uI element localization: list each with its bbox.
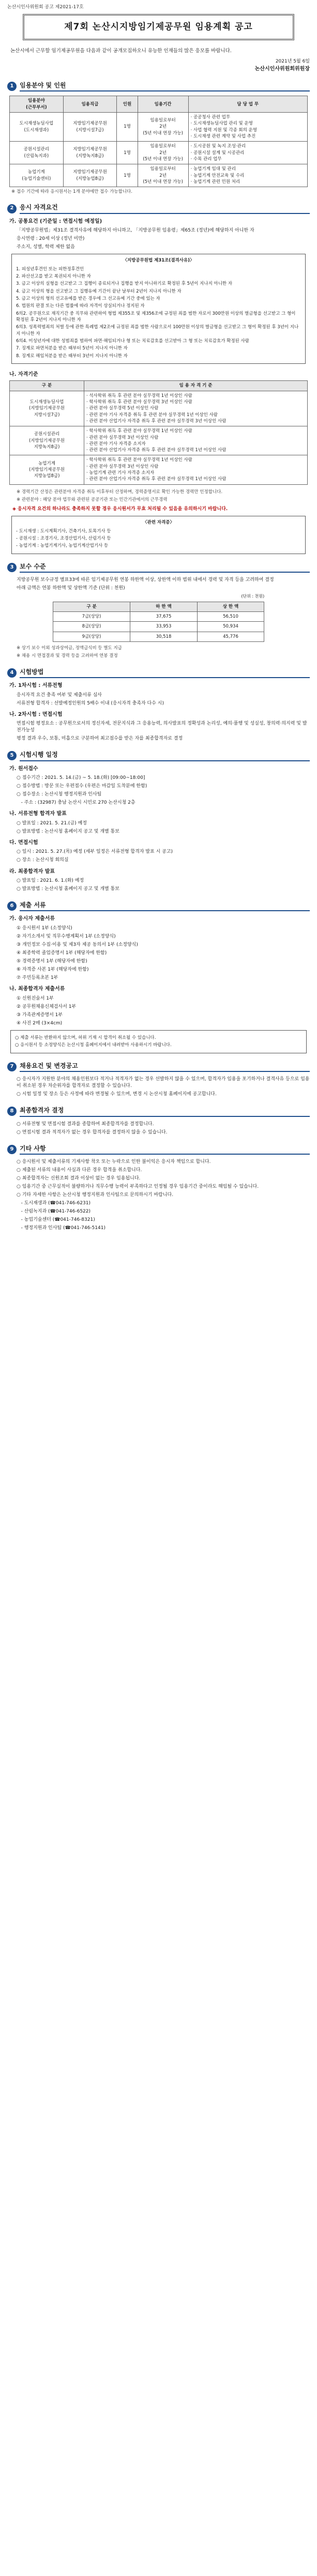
salary-desc-1: 지방공무원 보수규정 별표33에 따른 임기제공무원 연봉 하한액 이상, 상한액 이하 범위 내에서 경력 및 자격 등을 고려하여 결정 [17,577,274,583]
cell-category: 도시재생뉴딜사업 (지방임기제공무원 지방시설7급) [10,391,84,426]
duty-item: · 농업기계 관련 민원 처리 [190,179,240,185]
duty-item: · 도시공원 및 녹지 조성·관리 [190,144,246,149]
salary-note-2: ※ 채용 시 면접결과 및 경력 등을 고려하여 연봉 결정 [17,653,118,659]
other-note-item: - 농업기술센터 (☎041-746-8321) [17,1217,95,1223]
title-box [23,14,294,40]
criteria-item: · 관련 분야 실무경력 3년 이상인 사람 [86,435,159,440]
qualification-warning: ◈ 응시자격 요건의 하나라도 충족하지 못할 경우 응시원서가 무효 처리될 수 있음을 유의하시기 바랍니다. [12,507,228,512]
section-title: 시험방법 [20,668,310,678]
page-title: 제7회 논산시지방임기제공무원 임용계획 공고 [64,22,253,33]
th-category: 구 분 [10,381,84,391]
section-6-heading [7,901,310,911]
section-7-heading [7,1062,310,1072]
other-note-item: - 산림녹지과 (☎041-746-6522) [17,1209,91,1215]
section-1-heading [7,81,310,91]
schedule-doc-list [7,820,310,835]
table-row [53,632,264,641]
cert-box-title: 〈관련 자격증〉 [142,520,174,526]
criteria-item: · 학사학위 취득 후 관련 분야 실무경력 1년 이상인 사람 [86,428,192,434]
table-row [53,622,264,632]
docs-notice-item: ○ 제출 서류는 반환하지 않으며, 허위 기재 시 합격이 취소될 수 있습니다. [15,1035,156,1040]
schedule-item: ○ 발표방법 : 논산시청 홈페이지 공고 및 개별 통보 [17,886,119,892]
section-title: 보수 수준 [20,562,310,573]
cell-count: 1명 [117,164,138,187]
other-note-item: ○ 최종합격자는 신원조회 결과 이상이 없는 경우 임용됩니다. [17,1176,141,1182]
section-number: 9 [7,1145,17,1154]
criteria-item: · 학사학위 취득 후 관련 분야 실무경력 1년 이상인 사람 [86,457,192,463]
duty-item: · 수목 관리 업무 [190,156,222,162]
section-title: 시험시행 일정 [20,750,310,761]
other-notes-list [7,1159,310,1232]
duty-item: · 도시재생뉴딜사업 관리 및 운영 [190,121,253,127]
schedule-apply-list [7,775,310,806]
cell-grade: 지방임기제공무원 (지방농업8급) [63,164,117,187]
applicant-docs-heading: 가. 응시자 제출서류 [9,916,55,922]
qualification-table-wrap [9,380,308,484]
section-number: 7 [7,1062,17,1071]
cell-period: 임용일로부터 2년 (5년 이내 연장 가능) [138,113,188,142]
cell-field: 도시재생뉴딜사업 (도시재생과) [10,113,64,142]
cell-salary-max: 50,934 [197,622,264,632]
table-row [10,113,308,142]
th-duties: 담 당 업 무 [188,96,307,113]
section-title: 응시 자격요건 [20,203,310,213]
doc-item: ② 공무원채용신체검사서 1부 [17,1004,77,1009]
qualification-table [9,380,308,484]
th-field: 임용분야 (근무부서) [10,96,64,113]
cell-count: 1명 [117,142,138,164]
duty-item: · 공공청사 관련 업무 [190,115,231,120]
docs-notice-box [10,1030,307,1053]
th-salary-min: 하 한 액 [130,602,197,611]
section-number: 8 [7,1107,17,1116]
doc-item: ④ 최종학력 졸업증명서 1부 (해당자에 한함) [17,950,107,956]
notice-number: 논산시인사위원회 공고 제2021-17호 [7,5,84,10]
disqualification-item: 4. 금고 이상의 형을 선고받고 그 집행유예 기간이 끝난 날부터 2년이 지나지 아니한 자 [16,288,182,294]
disqualification-item: 6의4. 미성년자에 대한 성범죄를 범하여 파면·해임되거나 형 또는 치료감호를 선고받아 그 형 또는 치료감호가 확정된 사람 [16,338,249,344]
disqualification-item: 2. 파산선고를 받고 복권되지 아니한 자 [16,274,91,280]
cell-salary-max: 56,510 [197,612,264,622]
cell-count: 1명 [117,113,138,142]
intro-text: 논산시에서 근무할 임기제공무원을 다음과 같이 공개모집하오니 유능한 인재들의 많은 응모를 바랍니다. [10,48,232,54]
crit-note-2: ※ 관련분야 : 해당 분야 업무와 관련된 공공기관 또는 민간기관에서의 근무경력 [17,497,168,503]
doc-item: ⑥ 자격증 사본 1부 (해당자에 한함) [17,967,89,973]
table-row [10,455,308,484]
common-req-1: 「지방공무원법」제31조 결격사유에 해당하지 아니하고, 「지방공무원 임용령」제65조 (정년)에 해당하지 아니한 자 [17,228,254,234]
cell-salary-min: 30,518 [130,632,197,641]
table-row [10,164,308,187]
table1-note: ※ 접수 기간에 따라 응시원서는 1개 분야에만 접수 가능합니다. [11,189,132,195]
disqualification-item: 6의2. 공무원으로 재직기간 중 직무와 관련하여 형법 제355조 및 제356조에 규정된 죄를 범한 자로서 300만원 이상의 벌금형을 선고받고 그 형이 확정된 후 2년이 지나지 아니한 자 [16,311,296,323]
section-number: 6 [7,901,17,911]
criteria-item: · 관련 분야 실무경력 5년 이상인 사람 [86,406,159,411]
final-docs-list [7,995,310,1027]
final-docs-heading: 나. 최종합격자 제출서류 [9,986,65,992]
disqualification-box-title: 〈지방공무원법 제31조(결격사유)〉 [123,258,194,264]
section-title: 임용분야 및 인원 [20,81,310,91]
other-note-item: - 행정지원과 인사팀 (☎041-746-5141) [17,1225,105,1231]
duty-item: · 사업 협력 지원 및 각종 회의 운영 [190,127,257,133]
cell-category: 공원시설관리 (지방임기제공무원 지방녹지8급) [10,426,84,455]
th-criteria: 임 용 자 격 기 준 [84,381,308,391]
cell-category: 농업기계 (지방임기제공무원 지방농업8급) [10,455,84,484]
notice-date: 2021년 5월 6일 [275,59,310,65]
cell-duties [188,142,307,164]
recruit-table-body [10,113,308,187]
issuing-org: 논산시인사위원회위원장 [254,66,310,72]
duty-item: · 도시재생 관련 계약 및 사업 추진 [190,133,256,139]
cell-salary-grade: 7급(상당) [53,612,130,622]
exam-1-desc-1: 응시자격 요건 충족 여부 및 제출서류 심사 [17,692,102,698]
common-req-3: 주소지, 성별, 학력 제한 없음 [17,244,75,250]
th-count: 인원 [117,96,138,113]
cell-grade: 지방임기제공무원 (지방녹지8급) [63,142,117,164]
schedule-doc-heading: 나. 서류전형 합격자 발표 [9,811,67,817]
doc-item: ③ 개인정보 수집·이용 및 제3자 제공 동의서 1부 (소정양식) [17,942,138,948]
exam-2-desc-2: 평정 결과 우수, 보통, 미흡으로 구분하여 최고점수를 받은 자를 최종합격자로 결정 [17,736,183,742]
cell-salary-min: 37,675 [130,612,197,622]
doc-item: ① 신원진술서 1부 [17,995,54,1001]
cell-grade: 지방임기제공무원 (지방시설7급) [63,113,117,142]
disqualification-item: 6의3. 성폭력범죄의 처벌 등에 관한 특례법 제2조에 규정된 죄를 범한 사람으로서 100만원 이상의 벌금형을 선고받고 그 형이 확정된 후 3년이 지나지 아니한 자 [16,325,299,336]
table-row [10,142,308,164]
criteria-item: · 학사학위 취득 후 관련 분야 실무경력 3년 이상인 사람 [86,399,192,405]
disqualification-box [11,254,306,363]
final-decision-2: ○ 면접시험 결과 적격자가 없는 경우 합격자를 결정하지 않을 수 있습니다. [17,1129,168,1135]
crit-note-1: ※ 경력기간 산정은 관련분야 자격증 취득 이후부터 산정하며, 경력증명서로 확인 가능한 경력만 인정합니다. [17,489,223,495]
cell-period: 임용일로부터 2년 (5년 이내 연장 가능) [138,164,188,187]
doc-item: ② 자기소개서 및 직무수행계획서 1부 (소정양식) [17,934,116,940]
th-grade: 임용직급 [63,96,117,113]
criteria-item: · 관련 분야 산업기사 자격증 취득 후 관련 분야 실무경력 1년 이상인 사람 [86,477,227,482]
duty-item: · 공원시설 설계 및 시공관리 [190,150,245,156]
criteria-item: · 관련 분야 산업기사 자격증 취득 후 관련 분야 실무경력 3년 이상인 사람 [86,418,227,424]
section-8-heading [7,1106,310,1116]
schedule-apply-heading: 가. 원서접수 [9,765,38,772]
salary-table-body [53,612,264,642]
schedule-final-heading: 라. 최종합격자 발표 [9,868,55,875]
schedule-interview-list [7,849,310,864]
disqualification-item: 8. 징계로 해임처분을 받은 때부터 3년이 지나지 아니한 자 [16,353,128,359]
table-row [10,391,308,426]
docs-notice-item: ○ 응시원서 등 소정양식은 논산시청 홈페이지에서 내려받아 사용하시기 바랍니다. [15,1042,172,1048]
doc-item: ⑦ 주민등록초본 1부 [17,975,58,981]
final-decision-1: ○ 서류전형 및 면접시험 결과를 종합하여 최종합격자를 결정합니다. [17,1121,154,1127]
salary-table [53,602,265,642]
disqualification-item: 3. 금고 이상의 실형을 선고받고 그 집행이 종료되거나 집행을 받지 아니하기로 확정된 후 5년이 지나지 아니한 자 [16,281,233,287]
section-5-heading [7,750,310,761]
qualification-heading: 나. 자격기준 [9,371,38,377]
disqualification-list [16,266,301,359]
recruit-table [9,96,308,187]
section-number: 4 [7,668,17,678]
disqualification-item: 7. 징계로 파면처분을 받은 때부터 5년이 지나지 아니한 자 [16,346,128,351]
section-number: 3 [7,563,17,572]
cell-salary-min: 33,953 [130,622,197,632]
other-note-item: ○ 임용기간 중 근무실적이 불량하거나 직무수행 능력이 부족하다고 인정될 경우 임용기간 중이라도 해임될 수 있습니다. [17,1184,259,1190]
schedule-item: ○ 접수방법 : 방문 또는 우편접수 (우편은 마감일 도착분에 한함) [17,784,147,789]
duty-item: · 농업기계 안전교육 및 수리 [190,173,245,178]
cert-item: - 도시재생 : 도시계획기사, 건축기사, 토목기사 등 [16,528,111,534]
cell-salary-grade: 9급(상당) [53,632,130,641]
common-req-2: 응시연령 : 20세 이상 (정년 미만) [17,236,85,242]
cell-duties [188,164,307,187]
cell-salary-max: 45,776 [197,632,264,641]
section-9-heading [7,1144,310,1155]
cell-criteria [84,455,308,484]
table-row [53,612,264,622]
recruit-table-wrap [9,96,308,195]
cert-item: - 공원시설 : 조경기사, 조경산업기사, 산림기사 등 [16,536,111,542]
schedule-item: ○ 일시 : 2021. 5. 27.(목) 예정 (세부 일정은 서류전형 합격자 발표 시 공고) [17,849,173,855]
doc-item: ③ 가족관계증명서 1부 [17,1012,63,1018]
disqualification-item: 6. 법원의 판결 또는 다른 법률에 따라 자격이 상실되거나 정지된 자 [16,303,145,309]
doc-item: ⑤ 경력증명서 1부 (해당자에 한함) [17,959,87,964]
schedule-item: ○ 발표일 : 2021. 5. 21.(금) 예정 [17,820,87,826]
section-number: 1 [7,82,17,91]
criteria-item: · 농업기계 관련 기사 자격증 소지자 [86,470,155,476]
schedule-item: ○ 발표일 : 2021. 6. 1.(화) 예정 [17,878,84,883]
disqualification-item: 5. 금고 이상의 형의 선고유예를 받은 경우에 그 선고유예 기간 중에 있는 자 [16,296,160,302]
section-title: 제출 서류 [20,901,310,911]
cert-list [16,528,301,549]
notice-page [0,0,317,1244]
table-row [10,426,308,455]
schedule-item: ○ 장소 : 논산시청 회의실 [17,857,69,863]
th-salary-grade: 구 분 [53,602,130,611]
applicant-docs-list [7,925,310,982]
schedule-item: - 주소 : (32987) 충남 논산시 시민로 270 논산시청 2층 [17,800,135,806]
criteria-item: · 관련 분야 산업기사 자격증 취득 후 관련 분야 실무경력 1년 이상인 사람 [86,448,227,453]
exam-1-heading: 가. 1차시험 : 서류전형 [9,683,63,688]
disqualification-item: 1. 피성년후견인 또는 피한정후견인 [16,266,84,272]
duty-item: · 농업기계 임대 및 관리 [190,166,236,172]
cert-item: - 농업기계 : 농업기계기사, 농업기계산업기사 등 [16,543,109,549]
cell-field: 농업기계 (농업기술센터) [10,164,64,187]
th-salary-max: 상 한 액 [197,602,264,611]
th-period: 임용기간 [138,96,188,113]
doc-item: ④ 사진 2매 (3×4cm) [17,1020,63,1026]
schedule-interview-heading: 다. 면접시험 [9,839,38,846]
change-item-2: ○ 시험 일정 및 장소 등은 사정에 따라 변경될 수 있으며, 변경 시 논산시청 홈페이지에 공고합니다. [17,1092,217,1097]
cell-salary-grade: 8급(상당) [53,622,130,632]
cell-field: 공원시설관리 (산림녹지과) [10,142,64,164]
other-note-item: ○ 응시원서 및 제출서류의 기재사항 착오 또는 누락으로 인한 불이익은 응시자 책임으로 합니다. [17,1159,211,1165]
qualification-table-body [10,391,308,484]
criteria-item: · 관련 분야 기사 자격증 취득 후 관련 분야 실무경력 1년 이상인 사람 [86,412,218,418]
section-title: 기타 사항 [20,1144,310,1155]
other-note-item: - 도시재생과 (☎041-746-6231) [17,1201,91,1206]
schedule-item: ○ 발표방법 : 논산시청 홈페이지 공고 및 개별 통보 [17,829,119,834]
cell-duties [188,113,307,142]
other-note-item: ○ 기타 자세한 사항은 논산시청 행정지원과 인사팀으로 문의하시기 바랍니다. [17,1192,174,1198]
common-req-heading: 가. 공통요건 (기준일 : 면접시험 예정일) [9,218,102,224]
section-number: 2 [7,204,17,213]
salary-desc-2: 아래 금액은 연봉 하한액 및 상한액 기준 (단위 : 천원) [17,586,125,591]
exam-2-heading: 나. 2차시험 : 면접시험 [9,711,63,717]
salary-note-1: ※ 상기 보수 이외 성과상여금, 정액급식비 등 별도 지급 [17,645,122,651]
cell-criteria [84,426,308,455]
exam-2-desc-1: 면접시험 평정요소 : 공무원으로서의 정신자세, 전문지식과 그 응용능력, 의사발표의 정확성과 논리성, 예의·품행 및 성실성, 창의력·의지력 및 발전가능성 [17,721,307,733]
schedule-final-list [7,878,310,893]
section-title: 채용요건 및 변경공고 [20,1062,310,1072]
salary-unit: (단위 : 천원) [241,594,265,599]
cell-criteria [84,391,308,426]
cert-box [11,516,306,554]
criteria-item: · 석사학위 취득 후 관련 분야 실무경력 1년 이상인 사람 [86,393,192,398]
criteria-item: · 관련 분야 실무경력 3년 이상인 사람 [86,464,159,469]
section-3-heading [7,562,310,573]
section-2-heading [7,203,310,213]
change-item-1: ○ 응시자가 지원한 분야의 채용인원보다 적거나 적격자가 없는 경우 선발하지 않을 수 있으며, 합격자가 임용을 포기하거나 결격사유 등으로 임용이 취소된 경우 차순위자를 합격자로 결정할 수 있습니다. [17,1077,310,1089]
cell-period: 임용일로부터 2년 (5년 이내 연장 가능) [138,142,188,164]
section-4-heading [7,668,310,678]
exam-1-desc-2: 서류전형 합격자 : 선발예정인원의 5배수 이내 (응시자격 충족자 다수 시) [17,700,164,706]
criteria-item: · 관련 분야 기사 자격증 소지자 [86,441,146,447]
schedule-item: ○ 접수장소 : 논산시청 행정지원과 인사팀 [17,792,102,798]
schedule-item: ○ 접수기간 : 2021. 5. 14.(금) ~ 5. 18.(화) [09:00~18:00] [17,775,145,781]
section-number: 5 [7,751,17,760]
doc-item: ① 응시원서 1부 (소정양식) [17,925,72,931]
other-note-item: ○ 제출된 서류의 내용이 사실과 다른 경우 합격을 취소합니다. [17,1168,142,1173]
section-title: 최종합격자 결정 [20,1106,310,1116]
